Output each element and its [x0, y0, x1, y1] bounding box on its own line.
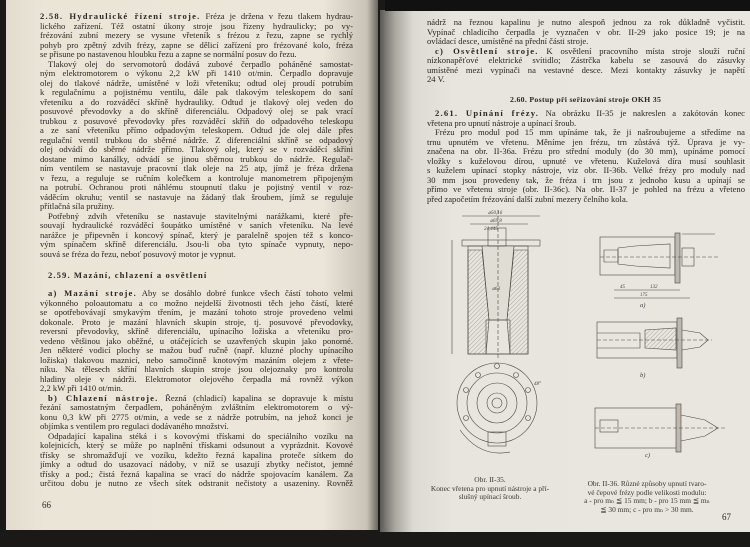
- text-line: [425, 485, 555, 494]
- line-text: a ze saní vřeteníku přímo odpadovým teleskopem. Odtud jde olej dále přes: [40, 126, 353, 135]
- line-text: 30 mm jsou provedeny tak, že fréza i trn jsou z jednoho kusu a upínají se: [427, 175, 745, 185]
- line-text: váděcím okruhu; ventil se nastavuje na žádaný tlak šroubem, jímž se reguluje: [40, 192, 353, 202]
- figure-36-caption: [572, 480, 722, 514]
- line-text: 24 V.: [427, 75, 445, 84]
- line-text: přítlačná síla pružiny.: [40, 202, 115, 211]
- run-in-heading: 2.58. Hydraulické řízení stroje.: [40, 12, 201, 21]
- text-line: [572, 489, 722, 498]
- line-text: 2,2 kW při 1410 ot/min.: [40, 384, 123, 393]
- text-line: [572, 506, 722, 515]
- line-text: ovládací desce, umístěné na přední části stroje.: [427, 37, 589, 46]
- figure-36c-drawing: [595, 404, 725, 452]
- line-text: vedeno většinou jako oběžné, u otáčejících se uzavřených skupin jako ponorné.: [40, 336, 353, 346]
- line-text: olej do tlakové nádrže, umístěné v loži vřeteníku; odtud olej proudí potrubím: [40, 78, 353, 88]
- run-in-heading: a) Mazání stroje.: [48, 289, 137, 298]
- spindle-flange: [462, 240, 540, 246]
- line-text: vřeteníku a do rozváděcí skříně hydrauliky. Odtud je tlakový olej veden do: [40, 97, 353, 107]
- figure-label-c: c): [645, 452, 651, 459]
- line-text: trubkou z posuvové převodovky přes rozváděcí skříň do odpadového teleskopu: [40, 116, 353, 126]
- line-text: Tlakový olej do servomotorů dodává zubové čerpadlo poháněné samostat-: [48, 59, 353, 69]
- line-text: kolejnicích, který se může po naplnění třískami odsunout a vyprázdnit. Kovové: [40, 441, 353, 450]
- line-text: konu 0,3 kW při 2775 ot/min, a vede se z nádrže potrubím, na jehož konci je: [40, 412, 353, 422]
- line-text: regulační ventil trubkou do sběrné nádrže. Z diferenciální skříně se odpadový: [40, 135, 353, 145]
- line-text: Odpadající kapalina stéká i s kovovými třískami do speciálního vozíku na: [48, 431, 353, 441]
- line-text: Na obrázku II-35 je nakreslen a zakótován konec: [539, 109, 745, 118]
- line-text: v řezu, a reguluje se ručním kolečkem a kontroluje manometrem připojeným: [40, 173, 353, 183]
- line-text: umístěné mezi vypínači na vestavné desce. Mezi kontakty zásuvky je napětí: [427, 65, 745, 75]
- run-in-heading: b) Chlazení nástroje.: [48, 393, 159, 403]
- line-text: Vypínač chladicího čerpadla je vyznačen v obr. II-29 jako posice 19; je na: [427, 27, 745, 37]
- dim-label: 175: [640, 293, 648, 298]
- line-text: Frézu pro modul pod 15 mm upínáme tak, že ji našroubujeme a středíme na: [435, 128, 745, 137]
- line-text: k regulačnímu a pojistnému ventilu, dále pak tlakovým teleskopem do saní: [40, 88, 353, 97]
- figure-35-drawing: [452, 210, 540, 453]
- section-heading-2-59: 2.59. Mazání, chlazení a osvětlení: [48, 270, 208, 280]
- page-number-left: 66: [42, 500, 51, 510]
- line-text: dokonale. Proto je mazání hlavních skupin stroje, tj. posuvové převodovky,: [40, 317, 353, 327]
- text-line: [572, 497, 722, 506]
- figure-label-b: b): [640, 372, 646, 379]
- page-number-right: 67: [722, 512, 731, 522]
- line-text: lického zařízení. Též ostatní úkony stroje jsou řízeny hydraulicky; po vy-: [40, 21, 353, 31]
- line-text: řezání samostatným čerpadlem, poháněným zvláštním elektromotorem o vý-: [40, 403, 353, 412]
- line-text: posuvové převodovky a do skříně diferenciálu. Odpadový olej se pak vrací: [40, 107, 353, 116]
- line-text: třísky se shromažďují ve vozíku, kdežto řezná kapalina proteče sítkem do: [40, 450, 353, 460]
- figure-36b-drawing: [597, 318, 712, 368]
- line-text: Obr. II-35.: [474, 476, 506, 484]
- dim-label: ⌀69,8: [490, 219, 502, 224]
- line-text: a - pro mₙ ≦ 15 mm; b - pro 15 mm ≦ mₙ: [584, 497, 710, 506]
- line-text: ným elektromotorem o výkonu 2,2 kW při 1410 ot/min. Čerpadlo dopravuje: [40, 69, 353, 78]
- line-text: vým spínačem skříně diferenciálu. Jsou-li oba tyto spínače vypnuty, nepo-: [40, 240, 353, 249]
- line-text: se opotřebovávají smykavým třením, je mazání tohoto stroje provedeno velmi: [40, 308, 353, 317]
- line-text: K osvětlení pracovního místa stroje slouží ruční: [538, 46, 745, 56]
- line-text: přímo ve vřetenu stroje (obr. II-36c). Na obr. II-37 je pohled na frézu a vřeteno: [427, 185, 745, 194]
- text-line: [425, 493, 555, 502]
- line-text: jímky a odtud do usazovací nádoby, v níž se usazují zbytky nečistot, jemné: [40, 460, 353, 469]
- line-text: trnu upnutém ve vřetenu. Měníme jen frézu, trn zůstává týž. Úprava je vy-: [427, 137, 745, 147]
- line-text: narážce je připevněn i koncový spínač, který je paralelně spojen též s konco-: [40, 230, 353, 240]
- line-text: objímka s ventilem pro regulaci dodávaného množství.: [40, 422, 229, 431]
- text-line: [425, 476, 555, 485]
- dim-label: ⌀50,16: [488, 211, 503, 216]
- line-text: vložky s kuželovou dírou, upnuté ve vřetenu. Kuželová díra musí souhlasit: [427, 156, 745, 166]
- line-text: nádrž na řeznou kapalinu je nutno alespoň jednou za rok důkladně vyčistit.: [427, 18, 745, 27]
- line-text: Řezná (chladicí) kapalina se dopravuje k místu: [158, 393, 353, 403]
- figure-label-a: a): [640, 302, 646, 309]
- run-in-heading: 2.61. Upínání frézy.: [435, 109, 540, 118]
- line-text: frézování zubní mezery se vysune vřeteník s frézou z řezu, zapne se rychlý: [40, 31, 353, 40]
- line-text: na potrubí. Ochranou proti náhlému stoupnutí tlaku je pojistný ventil v roz-: [40, 183, 353, 192]
- figure-36a-drawing: [600, 233, 720, 298]
- line-text: Aby se dosáhlo dobré funkce všech částí tohoto velmi: [136, 289, 353, 298]
- line-text: nízkonapěťové elektrické svítidlo; Zástrčka kabelu se zasouvá do zásuvky: [427, 56, 745, 65]
- line-text: reversní převodovky, skříně diferenciálu, upínacího ložiska a vřeteníku pro-: [40, 327, 353, 336]
- figure-35-caption: [425, 476, 555, 502]
- dim-label: 24,445: [484, 227, 498, 232]
- line-text: značena na obr. II-36a. Frézu pro střední moduly (do 30 mm), upínáme pomocí: [427, 147, 745, 156]
- line-text: před započetím frézování další zubní mezery čelního kola.: [427, 194, 628, 204]
- line-text: dostane mimo kanálky, odvádí se jinou sběrnou trubkou do nádrže. Regulač-: [40, 154, 353, 164]
- line-text: výkonného poloautomatu a co možno nejdelší životnosti těch jeho částí, které: [40, 298, 353, 308]
- line-text: hladiny oleje v nádrži. Elektromotor olejového čerpadla má rovněž výkon: [40, 374, 353, 384]
- line-text: Potřebný zdvih vřeteníku se nastavuje stavitelnými narážkami, které pře-: [48, 211, 353, 221]
- section-heading-2-60: 2.60. Postup při seřizování stroje OKH 35: [510, 95, 662, 104]
- line-text: třísky a pod.; čistá řezná kapalina se vrací do nádrže spojovacím kanálem. Za: [40, 469, 353, 479]
- line-text: olej odvádí do sběrné nádrže přímo. Tlakový olej, který se v rozváděcí skříni: [40, 145, 353, 154]
- line-text: Konec vřetena pro upnutí nástroje a pří-: [430, 484, 550, 493]
- text-line: [572, 480, 722, 489]
- line-text: Jen některé vodicí plochy se mažou buď ručně (např. kluzné plochy upínacího: [40, 346, 353, 355]
- dim-label: 132: [650, 285, 658, 290]
- dim-label: 45: [620, 285, 625, 290]
- line-text: vřetena pro upnutí nástroje a upínací šroub.: [427, 118, 577, 128]
- line-text: ložiska) tlakovou maznicí, nebo samočinně knotovým mazáním olejem z vřete-: [40, 355, 353, 365]
- line-text: ≦ 30 mm; c - pro mₙ > 30 mm.: [600, 505, 694, 514]
- line-text: níku. Na tělesech skříní hlavních skupin stroje jsou olejoznaky pro kontrolu: [40, 365, 353, 374]
- line-text: slušný upínací šroub.: [458, 493, 522, 502]
- line-text: Obr. II-36. Různé způsoby upnutí tvaro-: [587, 480, 707, 488]
- line-text: souvají hydraulické rozváděcí šoupátko umístěné v saních vřeteníku. Na levé: [40, 221, 353, 230]
- line-text: souvá se fréza do řezu, neboť posuvový motor je vypnut.: [40, 249, 236, 259]
- line-text: Fréza je držena v řezu tlakem hydrau-: [200, 12, 353, 21]
- line-text: ním ventilem se nastavuje pracovní tlak oleje na 25 atp, jímž je fréza držena: [40, 164, 353, 173]
- line-text: určitou dobu je nutno ze všech sítek odstranit nečistoty a usazeniny. Rovněž: [40, 479, 353, 488]
- line-text: vé čepové frézy podle velikosti modulu:: [587, 488, 707, 497]
- line-text: se přisune po nastavenou hloubku řezu a zapne se normální posuv do řezu.: [40, 50, 297, 59]
- line-text: pohyb pro zpětný zdvih frézy, zapne se dělicí zařízení pro frézované kolo, fréza: [40, 40, 353, 50]
- line-text: s kuželem upínací stopky nástroje, viz obr. II-36b. Velké frézy pro moduly nad: [427, 166, 745, 175]
- run-in-heading: c) Osvětlení stroje.: [435, 46, 539, 56]
- dim-label: ⌀63: [492, 287, 501, 292]
- dim-label: 48°: [534, 382, 541, 387]
